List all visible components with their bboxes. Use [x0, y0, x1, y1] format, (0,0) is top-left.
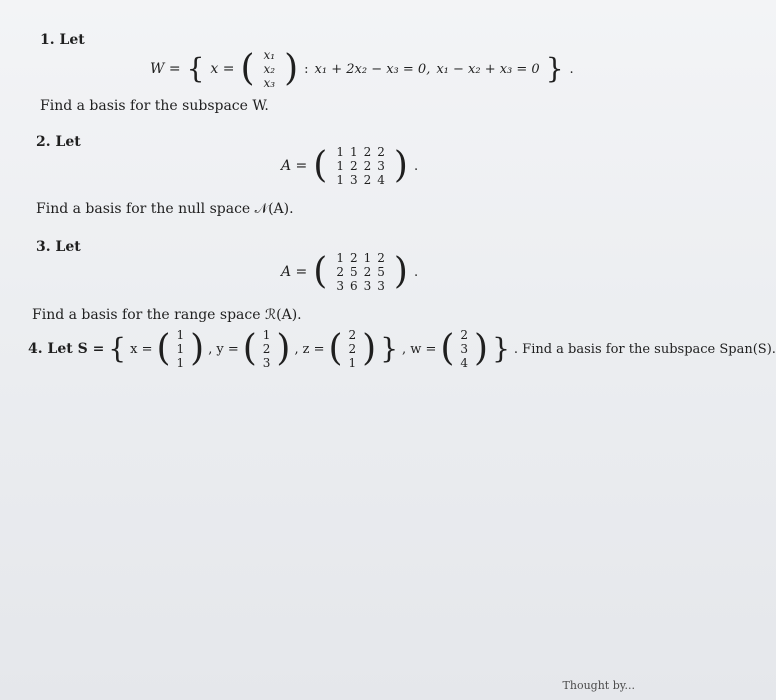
z-label: z =	[302, 341, 325, 357]
a-eq: A =	[281, 158, 308, 174]
a-eq: A =	[281, 264, 308, 280]
paren: (	[242, 328, 257, 369]
matrix-cell: 3	[349, 173, 358, 187]
left-paren: (	[313, 251, 328, 292]
matrix-cell: 3	[336, 279, 344, 293]
w-label: w =	[410, 341, 437, 357]
vec-cell: 2	[262, 342, 271, 356]
matrix-a	[333, 145, 388, 187]
comma: ,	[294, 341, 299, 357]
matrix-cell: 1	[336, 173, 344, 187]
vec-cell: 3	[460, 342, 469, 356]
equation-2: x₁ − x₂ + x₃ = 0	[436, 61, 540, 77]
matrix-cell: 2	[377, 145, 385, 159]
paren: )	[474, 328, 489, 369]
matrix-cell: 2	[336, 265, 344, 279]
right-paren: )	[284, 48, 299, 89]
matrix-cell: 4	[377, 173, 385, 187]
matrix-cell: 3	[377, 159, 385, 173]
x-label: x =	[130, 341, 153, 357]
right-brace: }	[545, 52, 564, 85]
set-right-brace: }	[380, 332, 399, 365]
left-paren: (	[240, 48, 255, 89]
matrix-period: .	[413, 264, 419, 280]
problem-4-let: 4. Let S =	[28, 341, 105, 357]
right-paren: )	[393, 251, 408, 292]
paren: )	[190, 328, 205, 369]
vector-x	[261, 48, 279, 90]
matrix-cell: 3	[377, 279, 385, 293]
left-brace: {	[186, 52, 205, 85]
matrix-cell: 1	[363, 251, 372, 265]
right-paren: )	[393, 145, 408, 186]
vec-cell: 1	[262, 328, 271, 342]
matrix-cell: 5	[377, 265, 385, 279]
corner-handwriting: Thought by...	[562, 679, 635, 692]
problem-1-equation	[150, 48, 574, 90]
vec-cell: 1	[176, 328, 185, 342]
vector-x	[175, 328, 187, 370]
problem-4-label	[28, 341, 104, 357]
paren: )	[362, 328, 377, 369]
problem-3-label: 3. Let	[36, 239, 81, 255]
x-eq-label: x =	[210, 61, 235, 77]
problem-3-matrix-block	[281, 251, 418, 293]
paren: (	[156, 328, 171, 369]
equation-1: x₁ + 2x₂ − x₃ = 0,	[314, 61, 431, 77]
matrix-cell: 1	[336, 159, 344, 173]
period: .	[569, 61, 574, 77]
problem-3-find: Find a basis for the range space ℛ(A).	[32, 307, 302, 323]
matrix-cell: 2	[363, 159, 372, 173]
vec-cell: 3	[262, 356, 271, 370]
matrix-cell: 1	[336, 251, 344, 265]
problem-1-label: 1. Let	[40, 32, 85, 48]
matrix-cell: 1	[336, 145, 344, 159]
set-left-brace: {	[108, 332, 127, 365]
vector-x2: x₂	[263, 62, 276, 76]
vec-cell: 2	[348, 328, 357, 342]
vec-cell: 2	[348, 342, 357, 356]
matrix-cell: 3	[363, 279, 372, 293]
matrix-cell: 2	[349, 251, 358, 265]
paren: (	[328, 328, 343, 369]
problem-2-label: 2. Let	[36, 134, 81, 150]
vec-cell: 2	[460, 328, 469, 342]
matrix-cell: 5	[349, 265, 358, 279]
w-set-label: W =	[150, 61, 181, 77]
vector-y	[261, 328, 273, 370]
vector-x3: x₃	[263, 76, 276, 90]
matrix-cell: 2	[377, 251, 385, 265]
problem-1-find: Find a basis for the subspace W.	[40, 98, 269, 114]
matrix-cell: 6	[349, 279, 358, 293]
vector-w	[458, 328, 470, 370]
matrix-cell: 2	[363, 265, 372, 279]
problem-4-line	[28, 328, 776, 370]
matrix-cell: 2	[349, 159, 358, 173]
matrix-cell: 1	[349, 145, 358, 159]
vec-cell: 1	[348, 356, 357, 370]
y-label: y =	[216, 341, 239, 357]
problem-4-find: . Find a basis for the subspace Span(S).	[513, 341, 776, 357]
matrix-cell: 2	[363, 173, 372, 187]
matrix-cell: 2	[363, 145, 372, 159]
paren: )	[276, 328, 291, 369]
problem-2-matrix-block	[281, 145, 418, 187]
vector-z	[347, 328, 359, 370]
colon: :	[304, 61, 309, 77]
matrix-a	[333, 251, 388, 293]
left-paren: (	[313, 145, 328, 186]
comma: ,	[402, 341, 407, 357]
outer-right-brace: }	[492, 332, 510, 365]
vec-cell: 1	[176, 356, 185, 370]
comma: ,	[208, 341, 213, 357]
problem-2-find: Find a basis for the null space 𝒩(A).	[36, 201, 294, 217]
vec-cell: 4	[460, 356, 469, 370]
matrix-period: .	[413, 158, 419, 174]
vector-x1: x₁	[263, 48, 276, 62]
paren: (	[440, 328, 455, 369]
vec-cell: 1	[176, 342, 185, 356]
